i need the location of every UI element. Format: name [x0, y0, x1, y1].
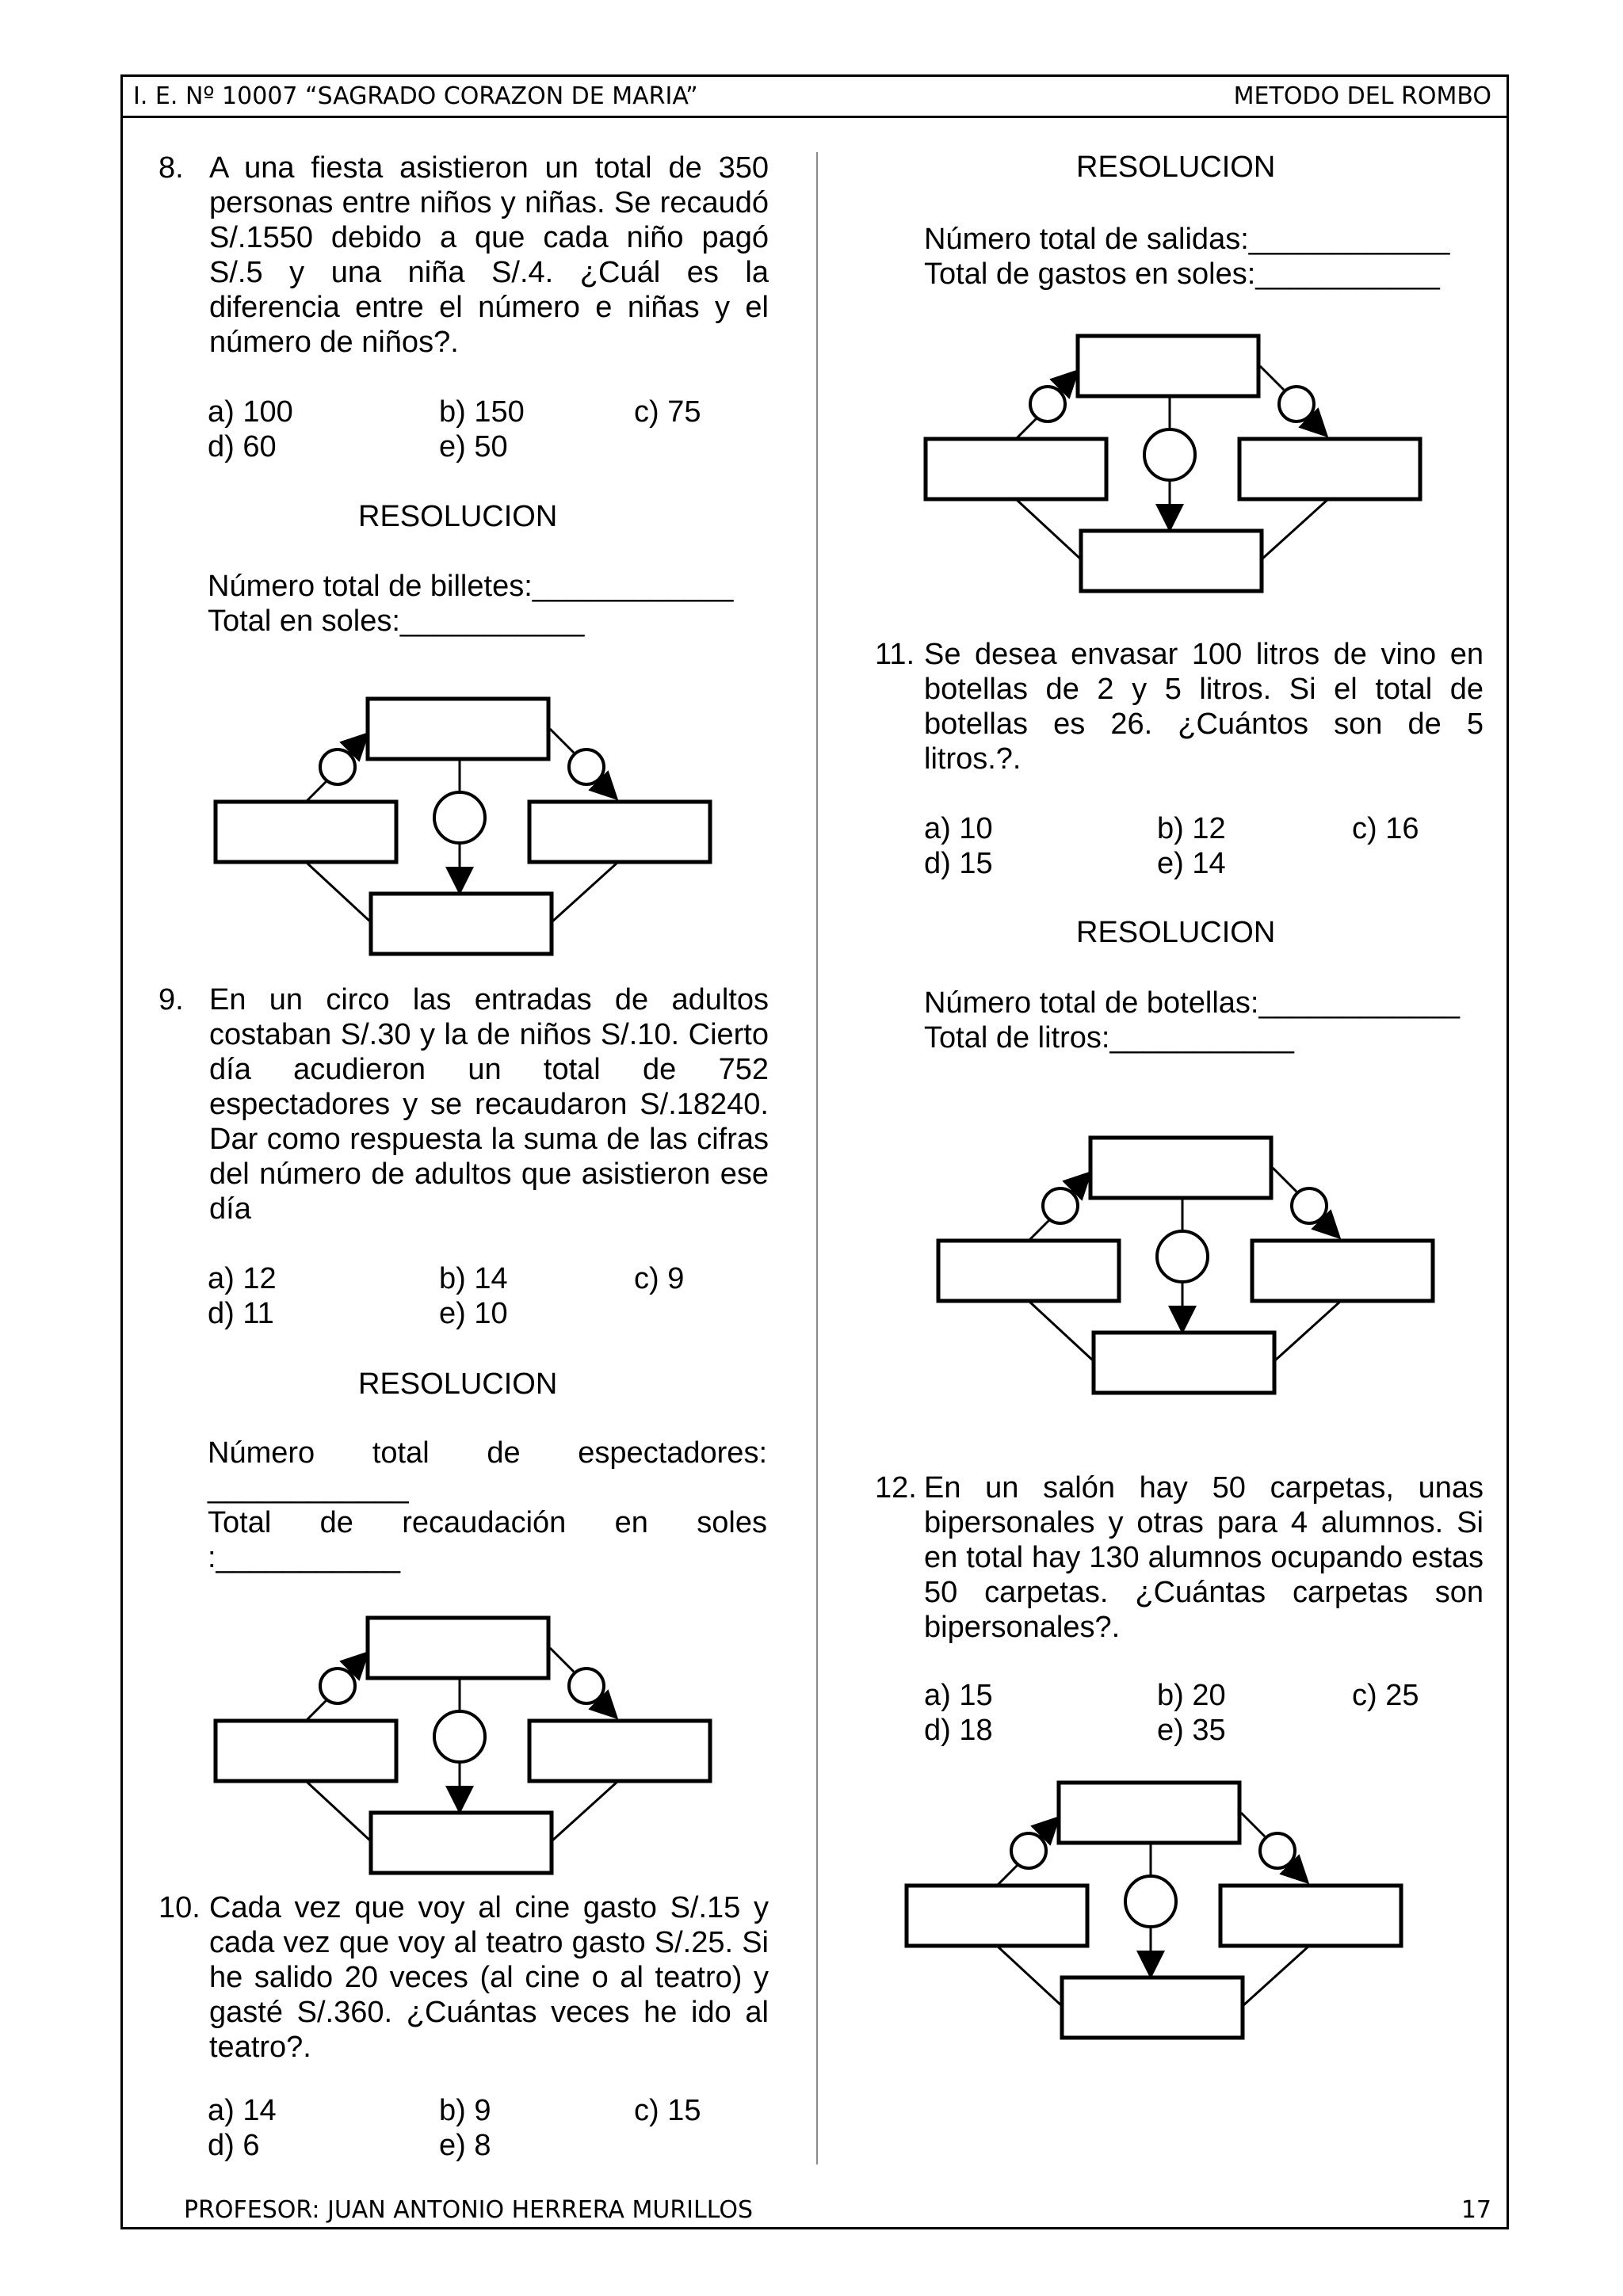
page-number: 17 — [1461, 2196, 1491, 2224]
option-e: e) 35 — [1157, 1714, 1226, 1747]
question-number: 8. — [158, 151, 184, 185]
total-line-2: Total de litros:___________ — [924, 1021, 1294, 1055]
option-d: d) 18 — [924, 1714, 993, 1747]
question-text: En un circo las entradas de adultos costaban S/.30 y la de niños S/.10. Cierto día acudieron un total de 752 espectadores y se recaudaron S/.18240. Dar como respuesta la suma de las cifras del número de adultos que asistieron ese día — [209, 983, 769, 1226]
question-text: A una fiesta asistieron un total de 350 personas entre niños y niñas. Se recaudó S/.1550 debido a que cada niño pagó S/.5 y una niña S/.4. ¿Cuál es la diferencia entre el número e niñas y el número de niños?. — [209, 151, 769, 359]
resolucion-heading: RESOLUCION — [1076, 151, 1276, 184]
option-e: e) 10 — [439, 1297, 508, 1330]
rombo-diagram — [208, 1613, 715, 1881]
question-number: 9. — [158, 983, 184, 1016]
question-number: 12. — [875, 1471, 917, 1505]
rombo-diagram — [208, 694, 715, 962]
question-number: 11. — [875, 638, 915, 671]
option-d: d) 15 — [924, 847, 993, 880]
answer-options — [208, 1261, 762, 1333]
option-c: c) 15 — [634, 2094, 701, 2127]
answer-options — [208, 395, 762, 466]
total-line-1: Número total de salidas:____________ — [924, 223, 1450, 256]
option-b: b) 20 — [1157, 1679, 1226, 1712]
option-b: b) 150 — [439, 395, 525, 429]
total-line-1: Número total de botellas:____________ — [924, 986, 1461, 1020]
option-c: c) 9 — [634, 1262, 685, 1295]
option-a: a) 14 — [208, 2094, 277, 2127]
column-divider — [816, 152, 818, 2164]
question-text: En un salón hay 50 carpetas, unas bipersonales y otras para 4 alumnos. Si en total hay 130 alumnos ocupando estas 50 carpetas. ¿Cuántas carpetas son bipersonales?. — [924, 1471, 1484, 1644]
question-9 — [158, 982, 769, 1236]
question-10 — [158, 1890, 769, 2073]
option-a: a) 100 — [208, 395, 293, 429]
question-text: Cada vez que voy al cine gasto S/.15 y cada vez que voy al teatro gasto S/.25. Si he salido 20 veces (al cine o al teatro) y gasté S/.360. ¿Cuántas veces he ido al teatro?. — [209, 1891, 769, 2064]
option-b: b) 9 — [439, 2094, 491, 2127]
option-a: a) 10 — [924, 812, 993, 845]
option-c: c) 16 — [1352, 812, 1419, 845]
option-d: d) 6 — [208, 2129, 260, 2162]
option-b: b) 12 — [1157, 812, 1226, 845]
option-c: c) 75 — [634, 395, 701, 429]
option-e: e) 14 — [1157, 847, 1226, 880]
option-e: e) 8 — [439, 2129, 491, 2162]
question-12 — [875, 1470, 1484, 1653]
rombo-diagram — [918, 331, 1425, 599]
rombo-diagram — [899, 1778, 1406, 2046]
header-divider — [120, 116, 1509, 118]
total-line-2: Total de gastos en soles:___________ — [924, 257, 1440, 291]
option-d: d) 11 — [208, 1297, 274, 1330]
total-line-1: Número total de billetes:____________ — [208, 570, 734, 603]
option-b: b) 14 — [439, 1262, 508, 1295]
option-d: d) 60 — [208, 430, 277, 463]
school-header: I. E. Nº 10007 “SAGRADO CORAZON DE MARIA” — [133, 82, 698, 110]
teacher-footer: PROFESOR: JUAN ANTONIO HERRERA MURILLOS — [184, 2196, 754, 2224]
rombo-diagram — [930, 1133, 1438, 1401]
resolucion-heading: RESOLUCION — [1076, 916, 1276, 949]
question-11 — [875, 637, 1484, 780]
resolucion-heading: RESOLUCION — [358, 500, 558, 533]
total-line-2: Total de recaudación en soles :___________ — [208, 1506, 767, 1574]
option-a: a) 15 — [924, 1679, 993, 1712]
resolucion-heading: RESOLUCION — [358, 1367, 558, 1401]
total-line-1: Número total de espectadores: ____________ — [208, 1436, 767, 1505]
answer-options — [924, 811, 1479, 883]
option-a: a) 12 — [208, 1262, 277, 1295]
topic-header: METODO DEL ROMBO — [1233, 82, 1491, 110]
question-text: Se desea envasar 100 litros de vino en botellas de 2 y 5 litros. Si el total de botellas es 26. ¿Cuántos son de 5 litros.?. — [924, 638, 1484, 776]
answer-options — [208, 2093, 762, 2164]
option-c: c) 25 — [1352, 1679, 1419, 1712]
question-8 — [158, 151, 769, 364]
option-e: e) 50 — [439, 430, 508, 463]
question-number: 10. — [158, 1891, 200, 1924]
answer-options — [924, 1678, 1479, 1749]
total-line-2: Total en soles:___________ — [208, 605, 585, 638]
